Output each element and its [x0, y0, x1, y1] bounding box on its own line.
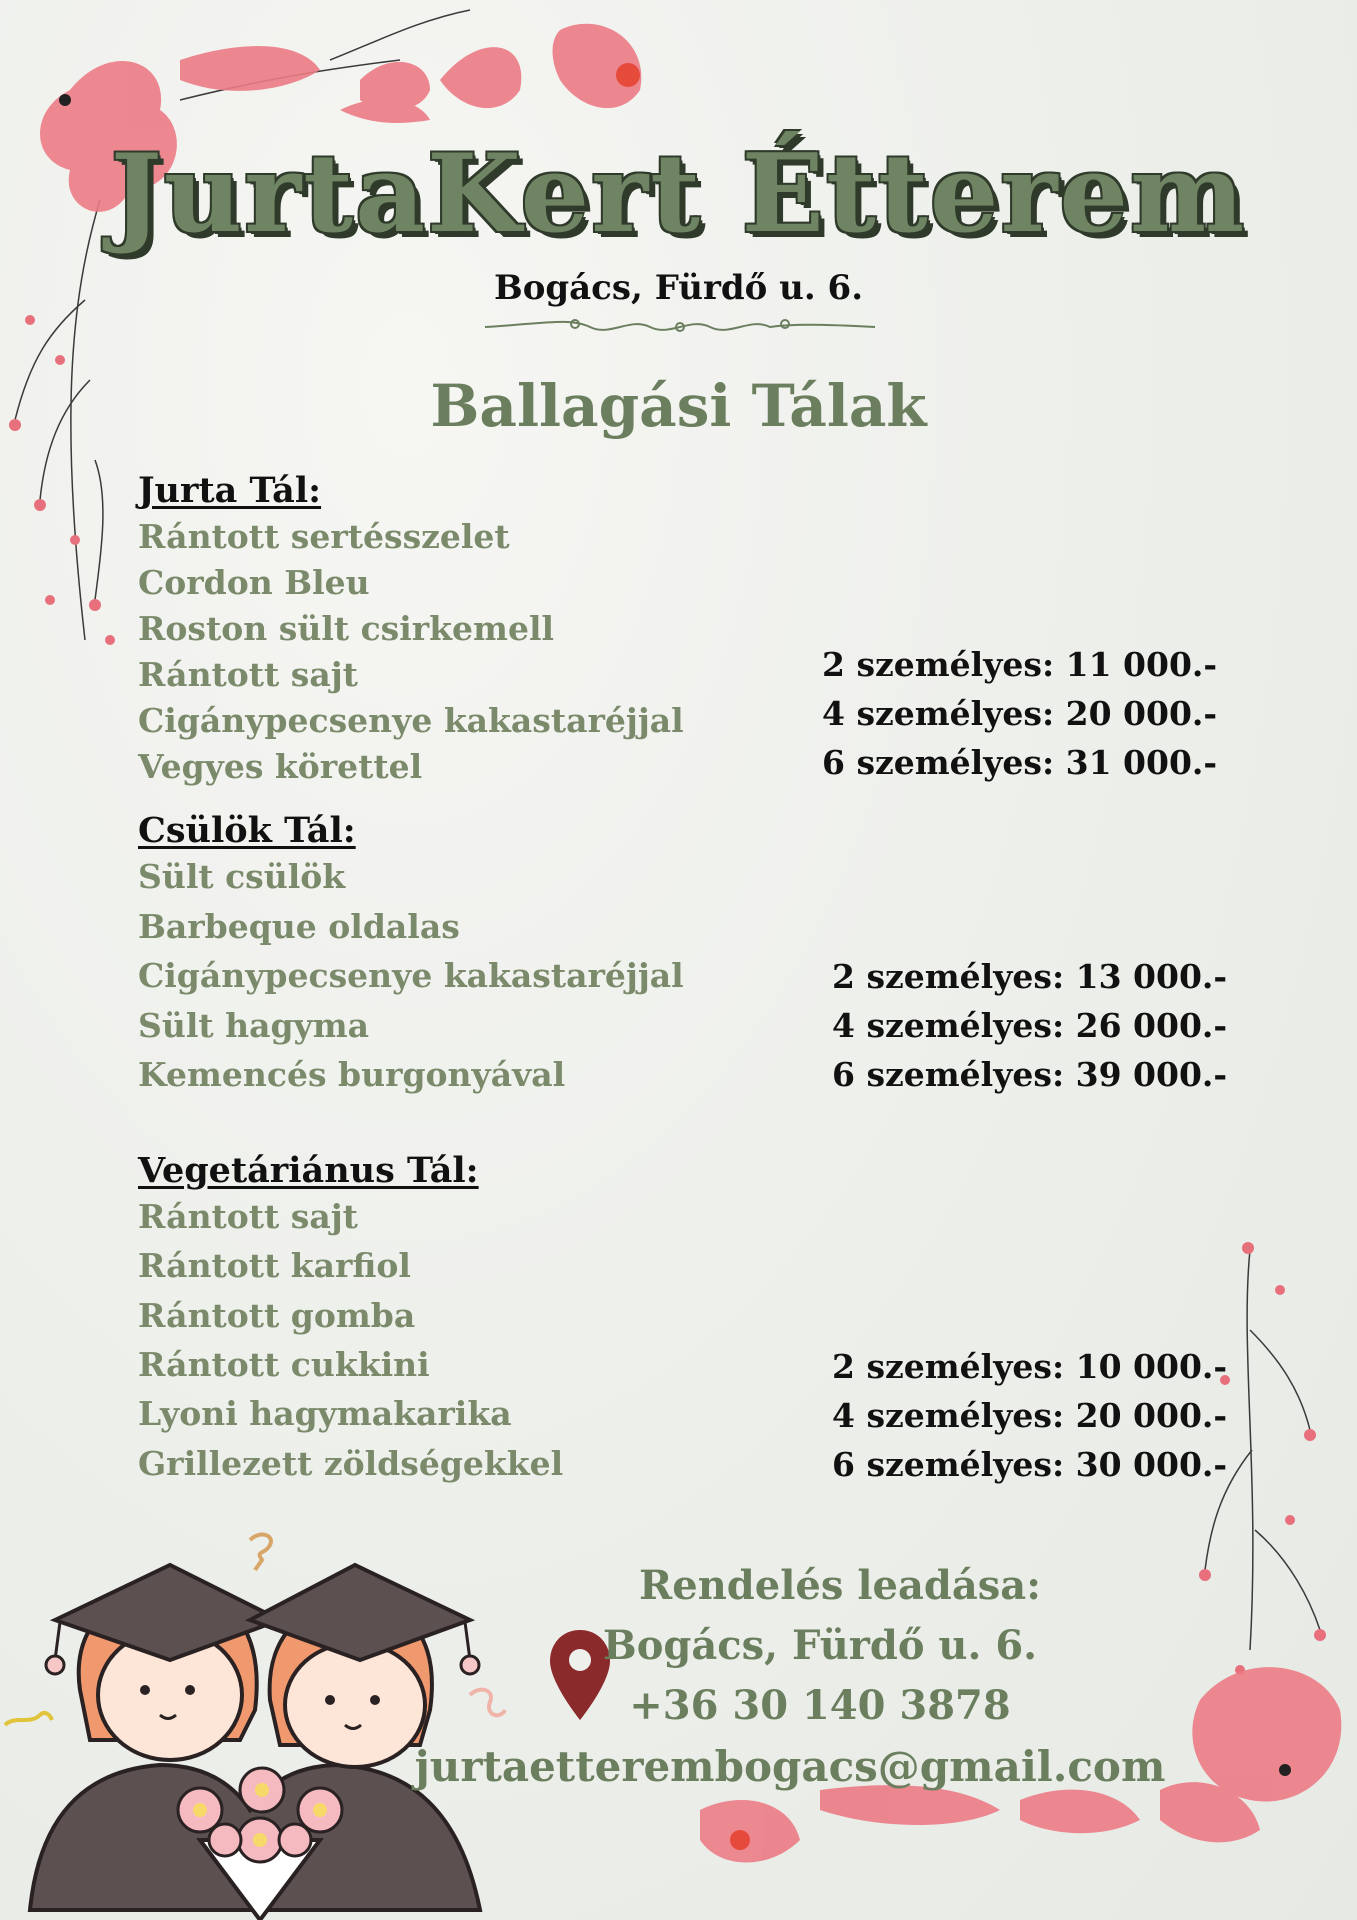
price-line: 2 személyes: 13 000.- [832, 957, 1228, 996]
order-phone: +36 30 140 3878 [629, 1682, 1011, 1729]
menu-subtitle: Ballagási Tálak [430, 372, 927, 440]
list-item: Kemencés burgonyával [138, 1055, 566, 1094]
list-item: Rántott cukkini [138, 1345, 430, 1384]
list-item: Rántott karfiol [138, 1246, 411, 1285]
list-item: Cordon Bleu [138, 563, 370, 602]
order-heading: Rendelés leadása: [639, 1562, 1041, 1609]
price-line: 4 személyes: 20 000.- [822, 694, 1218, 733]
price-line: 6 személyes: 39 000.- [832, 1055, 1228, 1094]
price-line: 4 személyes: 26 000.- [832, 1006, 1228, 1045]
header-address: Bogács, Fürdő u. 6. [493, 268, 864, 308]
list-item: Grillezett zöldségekkel [138, 1444, 564, 1483]
list-item: Rántott gomba [138, 1296, 416, 1335]
list-item: Sült hagyma [138, 1006, 370, 1045]
category-heading: Jurta Tál: [138, 470, 322, 511]
order-address: Bogács, Fürdő u. 6. [602, 1622, 1038, 1669]
price-line: 2 személyes: 11 000.- [822, 645, 1218, 684]
list-item: Barbeque oldalas [138, 907, 460, 946]
price-line: 2 személyes: 10 000.- [832, 1347, 1228, 1386]
price-line: 4 személyes: 20 000.- [832, 1396, 1228, 1435]
list-item: Sült csülök [138, 857, 346, 896]
list-item: Roston sült csirkemell [138, 609, 555, 648]
list-item: Rántott sajt [138, 1197, 358, 1236]
price-line: 6 személyes: 30 000.- [832, 1445, 1228, 1484]
order-email[interactable]: jurtaetterembogacs@gmail.com [414, 1742, 1166, 1791]
page-title: JurtaKert Étterem [110, 131, 1247, 257]
ornament-divider-icon [480, 312, 880, 342]
category-heading: Csülök Tál: [138, 810, 356, 851]
list-item: Lyoni hagymakarika [138, 1394, 512, 1433]
category-heading: Vegetáriánus Tál: [138, 1150, 479, 1191]
graduates-illustration [0, 1510, 520, 1920]
list-item: Cigánypecsenye kakastaréjjal [138, 701, 684, 740]
price-line: 6 személyes: 31 000.- [822, 743, 1218, 782]
list-item: Vegyes körettel [138, 747, 423, 786]
list-item: Cigánypecsenye kakastaréjjal [138, 956, 684, 995]
list-item: Rántott sajt [138, 655, 358, 694]
list-item: Rántott sertésszelet [138, 517, 510, 556]
